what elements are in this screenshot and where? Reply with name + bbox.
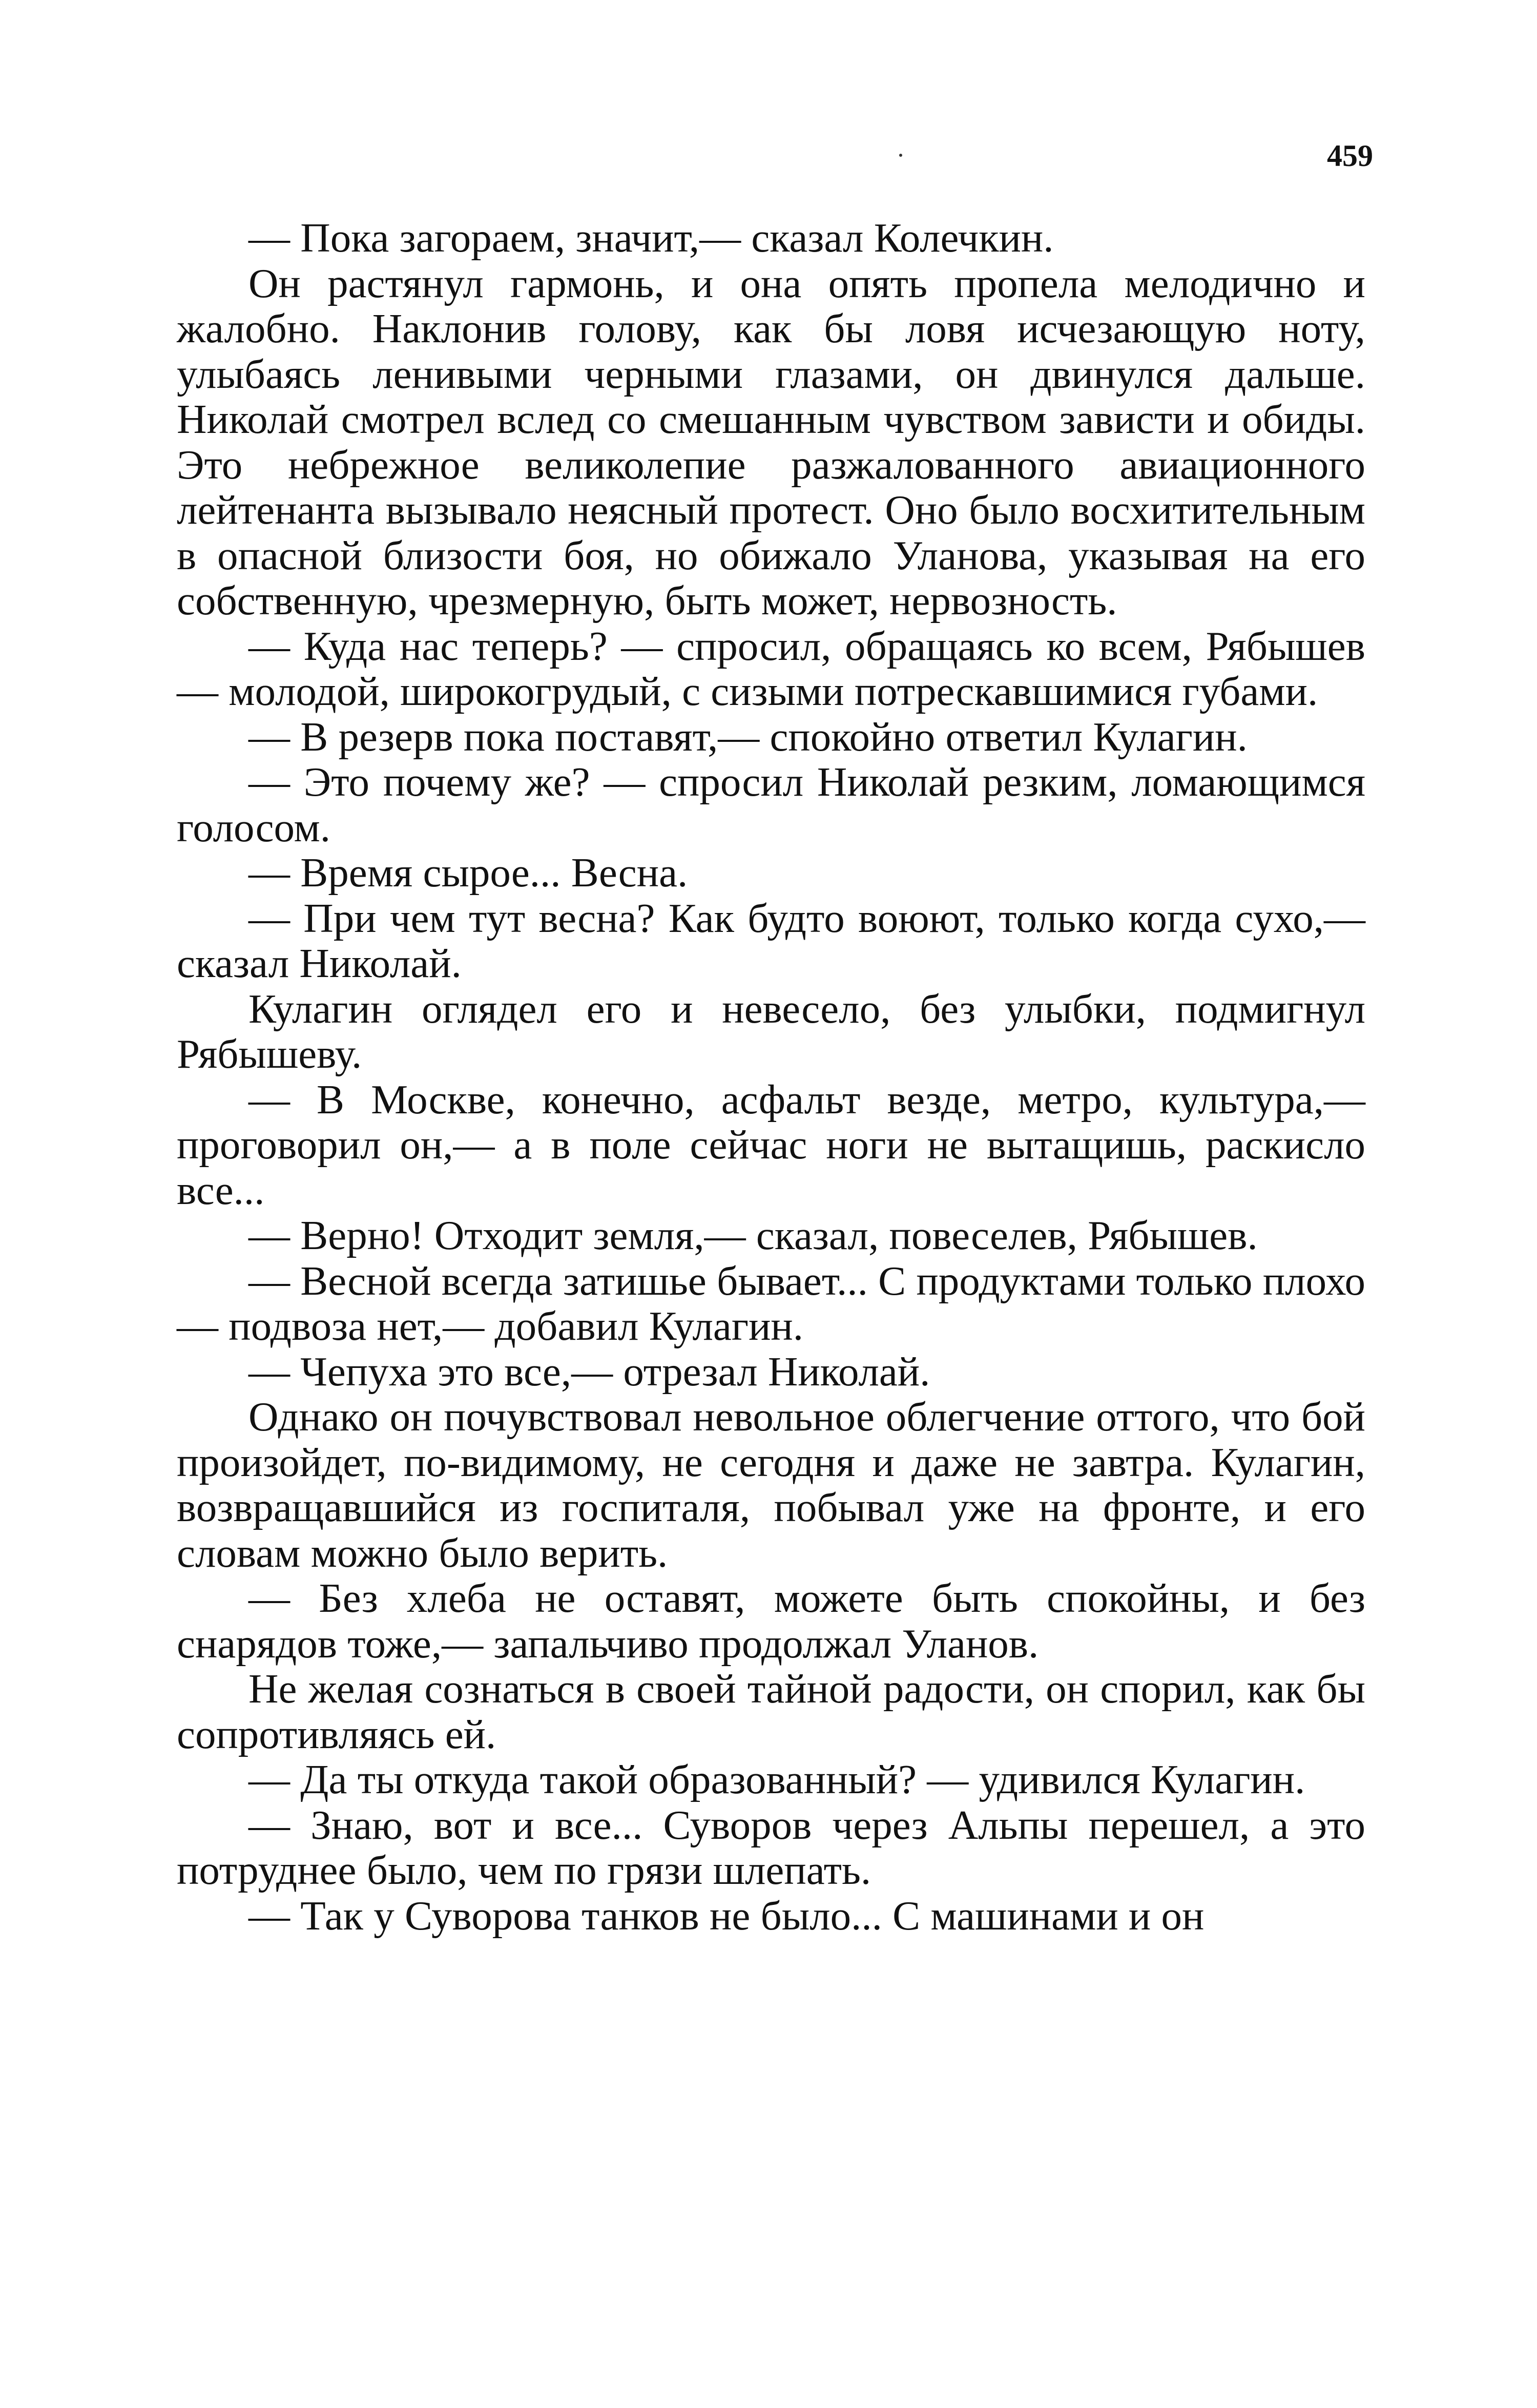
paragraph: Он растянул гармонь, и она опять пропела мелодично и жалобно. Наклонив голову, как бы ловя исчезающую ноту, улыбаясь ленивыми черными глазами, он двинулся дальше. Николай смотрел вслед со смешанным чувством зависти и обиды. Это небрежное великолепие разжалованного авиационного лейтенанта вызывало неясный протест. Оно было восхитительным в опасной близости боя, но обижало Уланова, указывая на его собственную, чрезмерную, быть может, нервозность. — [177, 260, 1365, 624]
paragraph: — Пока загораем, значит,— сказал Колечкин. — [248, 215, 1054, 261]
paragraph: — Знаю, вот и все... Суворов через Альпы перешел, а это потруднее было, чем по грязи шлепать. — [177, 1801, 1365, 1893]
paragraph: — Да ты откуда такой образованный? — удивился Кулагин. — [248, 1756, 1305, 1802]
paragraph: — Это почему же? — спросил Николай резким, ломающимся голосом. — [177, 759, 1365, 850]
print-speck — [899, 154, 902, 157]
paragraph: Однако он почувствовал невольное облегчение оттого, что бой произойдет, по-видимому, не сегодня и даже не завтра. Кулагин, возвращавшийся из госпиталя, побывал уже на фронте, и его словам можно было верить. — [177, 1394, 1365, 1576]
paragraph: — В резерв пока поставят,— спокойно ответил Кулагин. — [248, 713, 1248, 760]
body-text — [177, 215, 1365, 1938]
paragraph: — Так у Суворова танков не было... С машинами и он — [248, 1892, 1204, 1939]
paragraph: — Весной всегда затишье бывает... С продуктами только плохо — подвоза нет,— добавил Кулагин. — [177, 1257, 1365, 1349]
paragraph: — Чепуха это все,— отрезал Николай. — [248, 1348, 930, 1395]
paragraph: Не желая сознаться в своей тайной радости, он спорил, как бы сопротивляясь ей. — [177, 1666, 1365, 1757]
paragraph: — Без хлеба не оставят, можете быть спокойны, и без снарядов тоже,— запальчиво продолжал Уланов. — [177, 1575, 1365, 1667]
paragraph: Кулагин оглядел его и невесело, без улыбки, подмигнул Рябышеву. — [177, 985, 1365, 1077]
paragraph: — При чем тут весна? Как будто воюют, только когда сухо,— сказал Николай. — [177, 895, 1365, 986]
paragraph: — Время сырое... Весна. — [248, 849, 688, 896]
paragraph: — В Москве, конечно, асфальт везде, метро, культура,— проговорил он,— а в поле сейчас ноги не вытащишь, раскисло все... — [177, 1076, 1365, 1213]
page-number: 459 — [1327, 139, 1373, 173]
paragraph: — Верно! Отходит земля,— сказал, повеселев, Рябышев. — [248, 1212, 1258, 1258]
paragraph: — Куда нас теперь? — спросил, обращаясь ко всем, Рябышев — молодой, широкогрудый, с сизыми потрескавшимися губами. — [177, 622, 1365, 714]
